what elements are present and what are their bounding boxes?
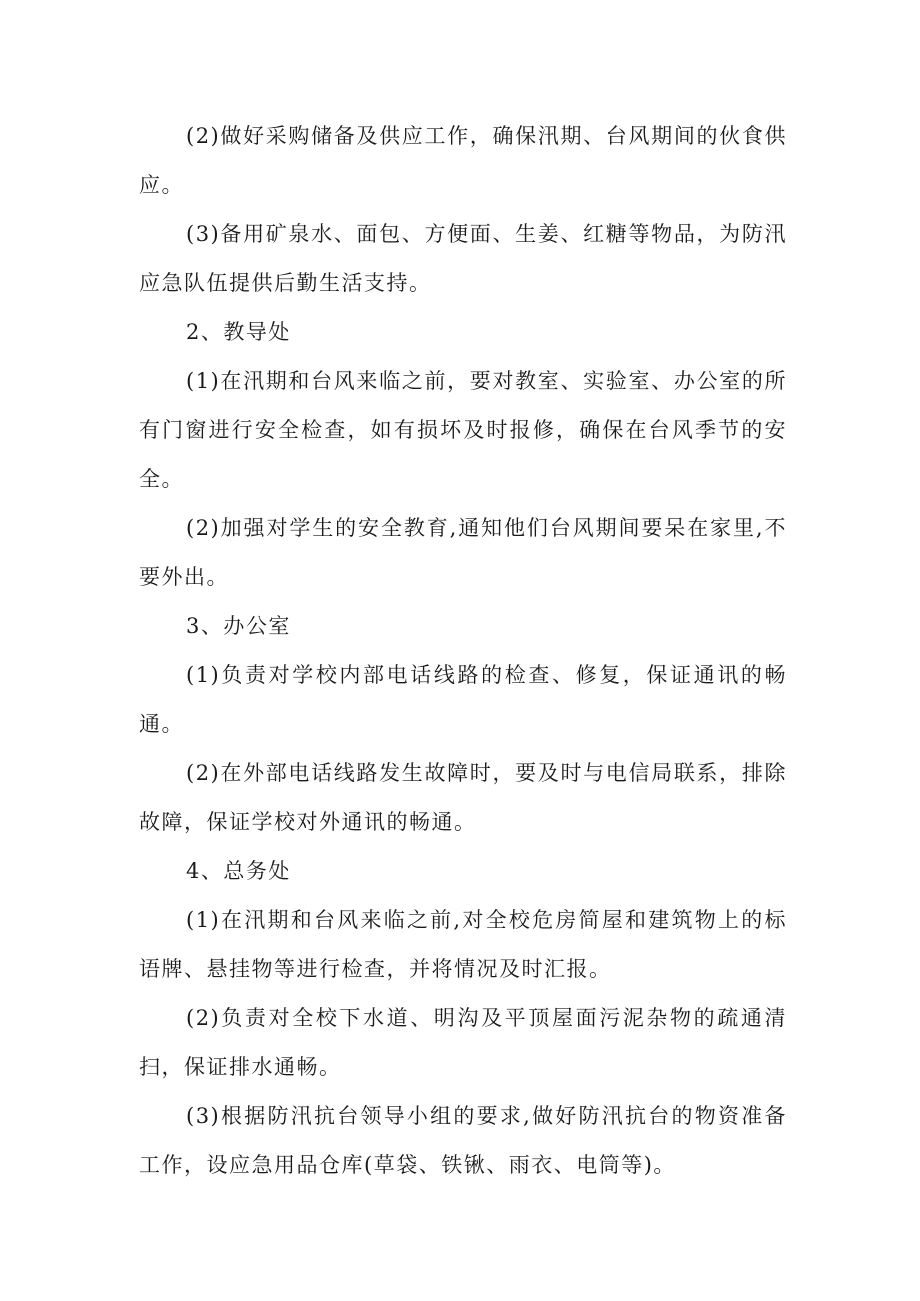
- document-body: [139, 112, 787, 1190]
- paragraph-teaching-item-1: (1)在汛期和台风来临之前，要对教室、实验室、办公室的所有门窗进行安全检查，如有损坏及时报修，确保在台风季节的安全。: [139, 369, 787, 491]
- section-heading-general-office: 3、办公室: [186, 614, 291, 638]
- paragraph-affairs-item-2: (2)负责对全校下水道、明沟及平顶屋面污泥杂物的疏通清扫，保证排水通畅。: [139, 1006, 787, 1079]
- paragraph-affairs-item-1: (1)在汛期和台风来临之前,对全校危房简屋和建筑物上的标语牌、悬挂物等进行检查，并将情况及时汇报。: [139, 908, 787, 981]
- paragraph-office-item-1: (1)负责对学校内部电话线路的检查、修复，保证通讯的畅通。: [139, 663, 787, 736]
- paragraph-supply-item-3: (3)备用矿泉水、面包、方便面、生姜、红糖等物品，为防汛应急队伍提供后勤生活支持。: [139, 222, 787, 295]
- paragraph-office-item-2: (2)在外部电话线路发生故障时，要及时与电信局联系，排除故障，保证学校对外通讯的畅通。: [139, 761, 787, 834]
- section-heading-teaching-office: 2、教导处: [186, 320, 291, 344]
- section-heading-general-affairs: 4、总务处: [186, 859, 291, 883]
- paragraph-affairs-item-3: (3)根据防汛抗台领导小组的要求,做好防汛抗台的物资准备工作，设应急用品仓库(草袋、铁锹、雨衣、电筒等)。: [139, 1104, 787, 1177]
- paragraph-supply-item-2: (2)做好采购储备及供应工作，确保汛期、台风期间的伙食供应。: [139, 124, 787, 197]
- paragraph-teaching-item-2: (2)加强对学生的安全教育,通知他们台风期间要呆在家里,不要外出。: [139, 516, 787, 589]
